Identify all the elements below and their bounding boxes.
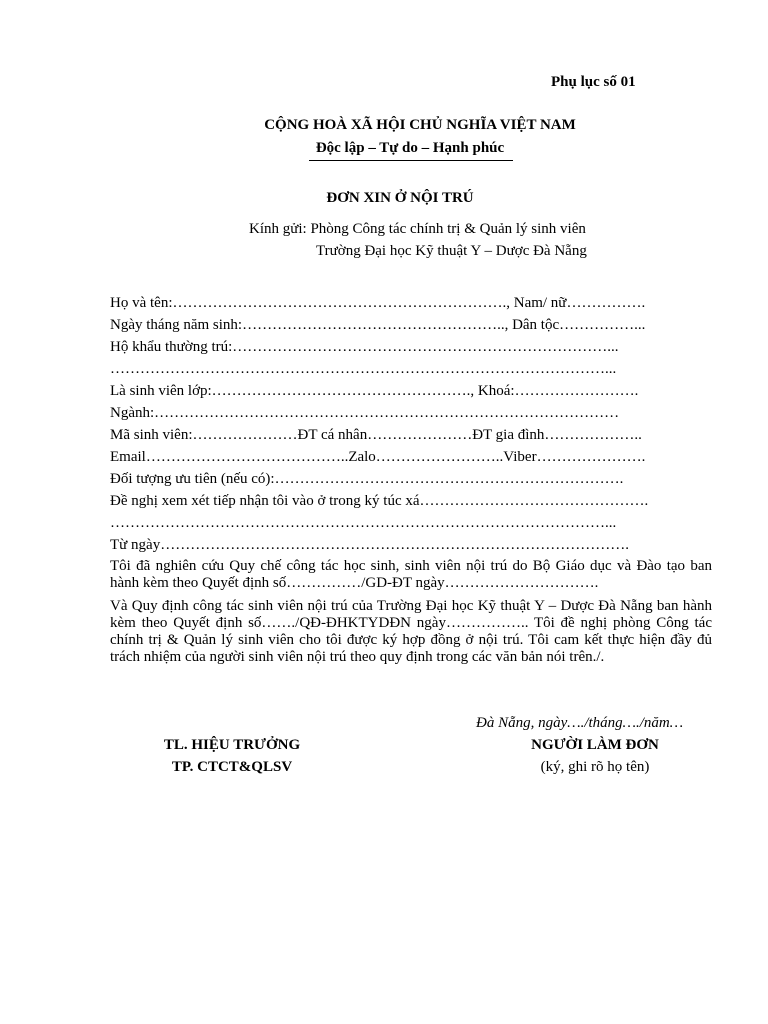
appendix-label: Phụ lục số 01 — [551, 74, 636, 90]
field-permanent-address: Hộ khẩu thường trú:…………………………………………………………………... — [110, 339, 619, 355]
signature-left-title: TL. HIỆU TRƯỞNG — [163, 737, 301, 753]
field-date-of-birth: Ngày tháng năm sinh:…………………………………………….., Dân tộc……………... — [110, 317, 646, 333]
field-address-continuation: ………………………………………………………………………………………... — [110, 361, 617, 377]
field-full-name: Họ và tên:…………………………………………………………., Nam/ nữ……………. — [110, 295, 646, 311]
field-start-date: Từ ngày…………………………………………………………………………………. — [110, 537, 629, 553]
field-request: Đề nghị xem xét tiếp nhận tôi vào ở trong ký túc xá………………………………………. — [110, 493, 649, 509]
recipient-line-1: Kính gửi: Phòng Công tác chính trị & Quản lý sinh viên — [249, 221, 586, 237]
signature-right-title: NGƯỜI LÀM ĐƠN — [531, 737, 659, 753]
field-major: Ngành:………………………………………………………………………………… — [110, 405, 620, 421]
field-priority: Đối tượng ưu tiên (nếu có):……………………………………………………………. — [110, 471, 624, 487]
date-line: Đà Nẵng, ngày…./tháng…./năm… — [476, 715, 684, 731]
paragraph-regulation: Tôi đã nghiên cứu Quy chế công tác học sinh, sinh viên nội trú do Bộ Giáo dục và Đào tạo ban hành kèm theo Quyết định số……………/GD-ĐT ngày…………………………. — [110, 558, 712, 591]
motto-underline — [309, 160, 513, 161]
field-student-id-phone: Mã sinh viên:…………………ĐT cá nhân…………………ĐT gia đình……………….. — [110, 427, 642, 443]
recipient-line-2: Trường Đại học Kỹ thuật Y – Dược Đà Nẵng — [316, 243, 587, 259]
field-class: Là sinh viên lớp:……………………………………………., Khoá:……………………. — [110, 383, 639, 399]
field-request-continuation: ………………………………………………………………………………………... — [110, 515, 617, 531]
field-email-zalo-viber: Email…………………………………..Zalo……………………..Viber…………………. — [110, 449, 646, 465]
signature-left-subtitle: TP. CTCT&QLSV — [171, 759, 293, 775]
document-title: ĐƠN XIN Ở NỘI TRÚ — [326, 190, 474, 206]
national-motto: Độc lập – Tự do – Hạnh phúc — [315, 140, 505, 156]
paragraph-commitment: Và Quy định công tác sinh viên nội trú của Trường Đại học Kỹ thuật Y – Dược Đà Nẵng ban hành kèm theo Quyết định số……./QĐ-ĐHKTYDĐN ngày…………….. Tôi đề nghị phòng Công tác chính trị & Quản lý sinh viên cho tôi được ký hợp đồng ở nội trú. Tôi cam kết thực hiện đầy đủ trách nhiệm của người sinh viên nội trú theo quy định trong các văn bản nói trên./. — [110, 598, 712, 665]
signature-right-note: (ký, ghi rõ họ tên) — [540, 759, 650, 775]
national-title: CỘNG HOÀ XÃ HỘI CHỦ NGHĨA VIỆT NAM — [264, 117, 576, 133]
